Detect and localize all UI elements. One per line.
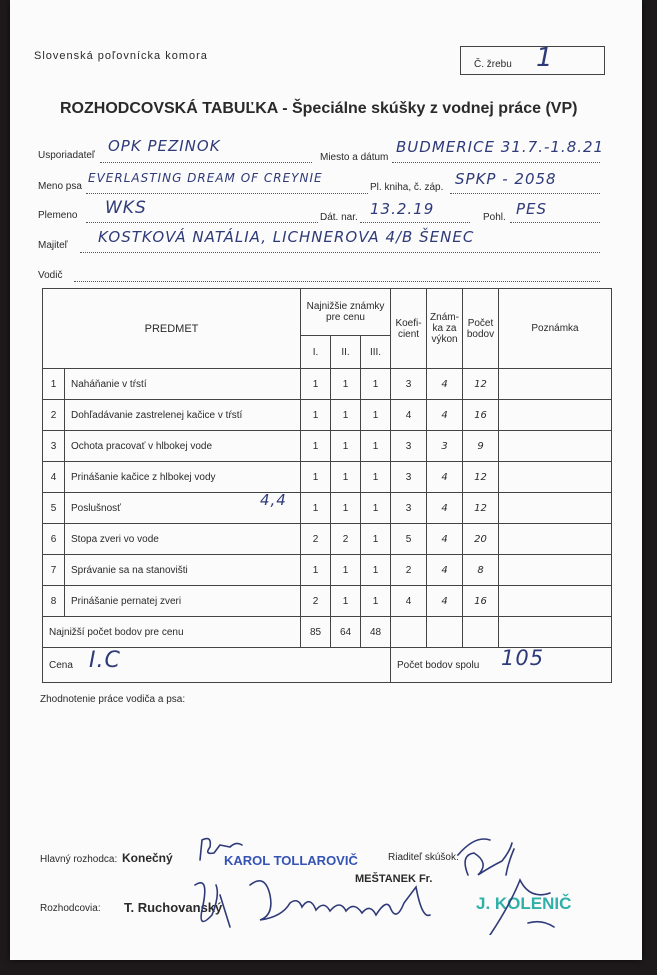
row-points: 16 (463, 400, 499, 431)
row-min-2: 1 (331, 586, 361, 617)
breed-value: WKS (105, 198, 147, 218)
min-total-1: 85 (301, 617, 331, 648)
dob-value: 13.2.19 (370, 200, 435, 218)
row-number: 7 (43, 555, 65, 586)
stamp-kolenic: J. KOLENIČ (476, 894, 572, 913)
dog-name-label: Meno psa (38, 181, 82, 192)
row-mark: 3 (427, 431, 463, 462)
row-min-2: 1 (331, 400, 361, 431)
draw-box (460, 43, 605, 75)
price-label: Cena (49, 659, 73, 671)
place-label: Miesto a dátum (320, 152, 389, 163)
col-note: Poznámka (499, 289, 612, 369)
draw-number: 1 (536, 43, 554, 73)
organizer-label: Usporiadateľ (38, 150, 95, 161)
row-number: 5 (43, 493, 65, 524)
sex-value: PES (516, 200, 548, 218)
col-min-marks: Najnižšie známky pre cenu (301, 289, 391, 336)
col-coefficient: Koefi- cient (391, 289, 427, 369)
total-cell (391, 648, 612, 683)
col-mark: Znám- ka za výkon (427, 289, 463, 369)
row-number: 6 (43, 524, 65, 555)
row-min-3: 1 (361, 400, 391, 431)
min-total-2: 64 (331, 617, 361, 648)
total-value: 105 (501, 646, 545, 670)
row-note (499, 369, 612, 400)
owner-label: Majiteľ (38, 240, 68, 251)
row-coefficient: 2 (391, 555, 427, 586)
table-row (43, 400, 612, 431)
row-coefficient: 3 (391, 431, 427, 462)
row-points: 20 (463, 524, 499, 555)
row-coefficient: 4 (391, 586, 427, 617)
table-row (43, 369, 612, 400)
signature-chief (200, 839, 242, 860)
row-coefficient: 4 (391, 400, 427, 431)
breed-label: Plemeno (38, 210, 78, 221)
row-mark: 4 (427, 462, 463, 493)
total-label: Počet bodov spolu (397, 659, 480, 671)
row-min-3: 1 (361, 493, 391, 524)
table-row (43, 493, 612, 524)
dob-label: Dát. nar. (320, 212, 358, 223)
row-min-2: 1 (331, 369, 361, 400)
min-total-label: Najnižší počet bodov pre cenu (43, 617, 301, 648)
row-min-3: 1 (361, 431, 391, 462)
score-sheet (10, 0, 642, 960)
row-min-2: 2 (331, 524, 361, 555)
document-title: ROZHODCOVSKÁ TABUĽKA - Špeciálne skúšky z vodnej práce (VP) (60, 100, 578, 117)
draw-label: Č. žrebu (474, 59, 512, 70)
row-mark: 4 (427, 555, 463, 586)
row-points: 9 (463, 431, 499, 462)
row-points: 12 (463, 493, 499, 524)
row-min-3: 1 (361, 369, 391, 400)
row-subject: Naháňanie v tŕstí (65, 369, 301, 400)
row-points: 16 (463, 586, 499, 617)
row-note (499, 555, 612, 586)
row-note (499, 586, 612, 617)
row-coefficient: 3 (391, 369, 427, 400)
row-min-1: 2 (301, 524, 331, 555)
table-row (43, 524, 612, 555)
min-total-3: 48 (361, 617, 391, 648)
row-subject: Správanie sa na stanovišti (65, 555, 301, 586)
row-min-2: 1 (331, 462, 361, 493)
row-note (499, 493, 612, 524)
row-min-3: 1 (361, 555, 391, 586)
col-min-1: I. (301, 336, 331, 369)
handler-label: Vodič (38, 270, 63, 281)
row-number: 1 (43, 369, 65, 400)
row-subject: Poslušnosť (65, 493, 301, 524)
score-table (42, 288, 612, 683)
row-min-1: 2 (301, 586, 331, 617)
row-coefficient: 3 (391, 493, 427, 524)
studbook-label: Pl. kniha, č. záp. (370, 182, 444, 193)
chief-judge-name: Konečný (122, 851, 173, 865)
row-subject: Prinášanie pernatej zveri (65, 586, 301, 617)
row-note (499, 431, 612, 462)
row-mark: 4 (427, 369, 463, 400)
signatures (190, 815, 630, 935)
col-subject: PREDMET (43, 289, 301, 369)
row-mark: 4 (427, 586, 463, 617)
signature-judge-2 (250, 881, 430, 920)
row-min-3: 1 (361, 586, 391, 617)
row-subject: Dohľadávanie zastrelenej kačice v tŕstí (65, 400, 301, 431)
row-min-1: 1 (301, 462, 331, 493)
row-min-2: 1 (331, 493, 361, 524)
price-cell (43, 648, 391, 683)
org-name: Slovenská poľovnícka komora (34, 50, 208, 62)
director-label: Riaditeľ skúšok: (388, 852, 459, 863)
row-min-1: 1 (301, 369, 331, 400)
row-min-3: 1 (361, 462, 391, 493)
row-coefficient: 3 (391, 462, 427, 493)
table-row (43, 462, 612, 493)
row-note (499, 400, 612, 431)
row-min-2: 1 (331, 431, 361, 462)
studbook-value: SPKP - 2058 (455, 170, 557, 188)
row-min-1: 1 (301, 555, 331, 586)
row-subject: Prinášanie kačice z hlbokej vody (65, 462, 301, 493)
row-min-1: 1 (301, 493, 331, 524)
price-value: I.C (89, 648, 121, 673)
row-mark: 4 (427, 524, 463, 555)
row-number: 2 (43, 400, 65, 431)
row-number: 3 (43, 431, 65, 462)
organizer-value: OPK PEZINOK (108, 137, 221, 155)
row-points: 8 (463, 555, 499, 586)
chief-judge-label: Hlavný rozhodca: (40, 854, 118, 865)
col-min-3: III. (361, 336, 391, 369)
row-note (499, 524, 612, 555)
signature-director (458, 839, 514, 875)
assessment-label: Zhodnotenie práce vodiča a psa: (40, 694, 186, 705)
row5-annotation: 4,4 (260, 491, 287, 509)
col-min-2: II. (331, 336, 361, 369)
dog-name-value: EVERLASTING DREAM OF CREYNIE (88, 171, 323, 185)
col-points: Počet bodov (463, 289, 499, 369)
row-subject: Stopa zveri vo vode (65, 524, 301, 555)
signature-kolenic (490, 880, 554, 935)
stamp-tollarovic: KAROL TOLLAROVIČ (224, 853, 358, 868)
table-row (43, 431, 612, 462)
place-value: BUDMERICE 31.7.-1.8.21 (396, 138, 605, 156)
row-min-1: 1 (301, 400, 331, 431)
row-min-1: 1 (301, 431, 331, 462)
table-row (43, 555, 612, 586)
row-mark: 4 (427, 400, 463, 431)
signature-judge-1 (195, 883, 230, 927)
row-coefficient: 5 (391, 524, 427, 555)
row-min-2: 1 (331, 555, 361, 586)
row-subject: Ochota pracovať v hlbokej vode (65, 431, 301, 462)
row-note (499, 462, 612, 493)
owner-value: KOSTKOVÁ NATÁLIA, LICHNEROVA 4/B ŠENEC (98, 228, 475, 246)
row-number: 8 (43, 586, 65, 617)
row-points: 12 (463, 369, 499, 400)
judge-name: T. Ruchovanský (124, 900, 223, 915)
sex-label: Pohl. (483, 212, 506, 223)
stamp-mestanek: MEŠTANEK Fr. (355, 873, 433, 885)
row-points: 12 (463, 462, 499, 493)
judges-label: Rozhodcovia: (40, 903, 101, 914)
row-mark: 4 (427, 493, 463, 524)
row-number: 4 (43, 462, 65, 493)
table-row (43, 586, 612, 617)
row-min-3: 1 (361, 524, 391, 555)
